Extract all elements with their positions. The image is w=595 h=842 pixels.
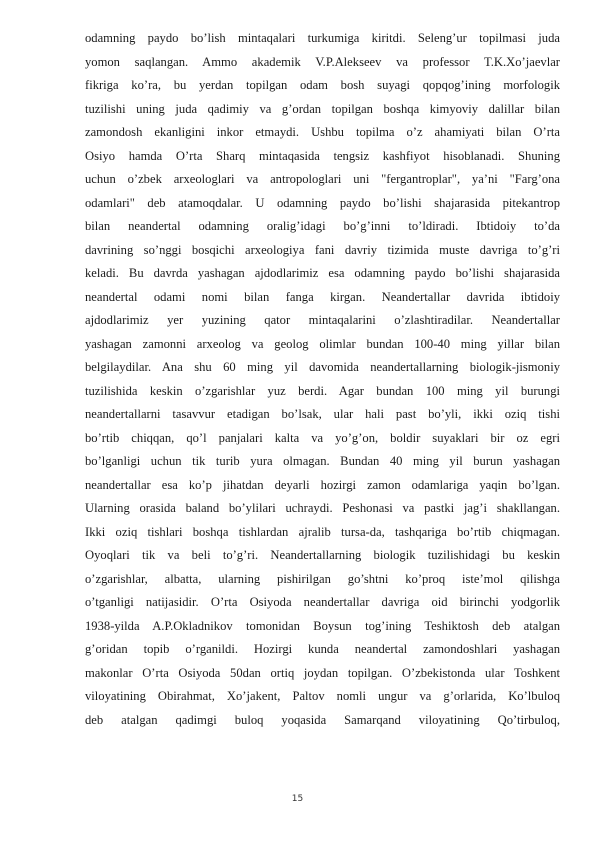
- text-line: belgilaydilar. Ana shu 60 ming yil davomida neandertallarning biologik-jismoniy: [85, 360, 560, 374]
- text-line: 1938-yilda A.P.Okladnikov tomonidan Boysun tog’ining Teshiktosh deb atalgan: [85, 618, 560, 633]
- text-line: Oyoqlari tik va beli to’g’ri. Neandertallarning biologik tuzilishidagi bu keskin: [85, 548, 560, 562]
- text-line: Osiyo hamda O’rta Sharq mintaqasida tengsiz kashfiyot hisoblanadi. Shuning: [85, 148, 560, 163]
- text-line: uchun o’zbek arxeologlari va antropologlari uni "fergantroplar", ya’ni "Farg’ona: [85, 172, 560, 186]
- text-line: fikriga ko’ra, bu yerdan topilgan odam bosh suyagi qopqog’ining morfologik: [85, 78, 560, 92]
- text-line: bilan neandertal odamning oralig’idagi bo’g’inni to’ldiradi. Ibtidoiy to’da: [85, 219, 560, 233]
- text-line: odamlari" deb atamoqdalar. U odamning paydo bo’lishi shajarasida pitekantrop: [85, 195, 560, 210]
- text-line: o’zgarishlar, albatta, ularning pishirilgan go’shtni ko’proq iste’mol qilishga: [85, 571, 560, 586]
- body-text: [85, 27, 560, 732]
- text-line: deb atalgan qadimgi buloq yoqasida Samarqand viloyatining Qo’tirbuloq,: [85, 712, 560, 727]
- text-line: yashagan zamonni arxeolog va geolog olimlar bundan 100-40 ming yillar bilan: [85, 336, 560, 351]
- text-line: yomon saqlangan. Ammo akademik V.P.Alekseev va professor T.K.Xo’jaevlar: [85, 54, 560, 69]
- text-line: g’oridan topib o’rganildi. Hozirgi kunda neandertal zamondoshlari yashagan: [85, 642, 560, 656]
- text-line: neandertallar esa ko’p jihatdan deyarli hozirgi zamon odamlariga yaqin bo’lgan.: [85, 477, 560, 492]
- page-number: 15: [291, 794, 304, 804]
- text-line: bo’rtib chiqqan, qo’l panjalari kalta va yo’g’on, boldir suyaklari bir oz egri: [85, 430, 560, 445]
- text-line: o’tganligi natijasidir. O’rta Osiyoda neandertallar davriga oid birinchi yodgorlik: [85, 595, 560, 609]
- text-line: Ikki oziq tishlari boshqa tishlardan ajralib tursa-da, tashqariga bo’rtib chiqmagan.: [85, 524, 560, 539]
- text-line: keladi. Bu davrda yashagan ajdodlarimiz esa odamning paydo bo’lishi shajarasida: [85, 266, 560, 280]
- text-line: viloyatining Obirahmat, Xo’jakent, Paltov nomli ungur va g’orlarida, Ko’lbuloq: [85, 689, 560, 703]
- text-line: tuzilishi uning juda qadimiy va g’ordan topilgan boshqa kimyoviy dalillar bilan: [85, 101, 560, 116]
- text-line: zamondosh ekanligini inkor etmaydi. Ushbu topilma o’z ahamiyati bilan O’rta: [85, 125, 560, 139]
- text-line: neandertal odami nomi bilan fanga kirgan. Neandertallar davrida ibtidoiy: [85, 289, 560, 304]
- text-line: makonlar O’rta Osiyoda 50dan ortiq joydan topilgan. O’zbekistonda ular Toshkent: [85, 665, 560, 680]
- text-line: tuzilishida keskin o’zgarishlar yuz berdi. Agar bundan 100 ming yil burungi: [85, 383, 560, 398]
- text-line: bo’lganligi uchun tik turib yura olmagan. Bundan 40 ming yil burun yashagan: [85, 454, 560, 468]
- text-line: neandertallarni tasavvur etadigan bo’lsak, ular hali past bo’yli, ikki oziq tishi: [85, 407, 560, 421]
- text-line: Ularning orasida baland bo’ylilari uchraydi. Peshonasi va pastki jag’i shakllangan.: [85, 501, 560, 515]
- text-line: odamning paydo bo’lish mintaqalari turkumiga kiritdi. Seleng’ur topilmasi juda: [85, 31, 560, 45]
- text-line: davrining so’nggi bosqichi arxeologiya fani davriy tizimida muste davriga to’g’ri: [85, 242, 560, 257]
- text-line: ajdodlarimiz yer yuzining qator mintaqalarini o’zlashtiradilar. Neandertallar: [85, 313, 560, 327]
